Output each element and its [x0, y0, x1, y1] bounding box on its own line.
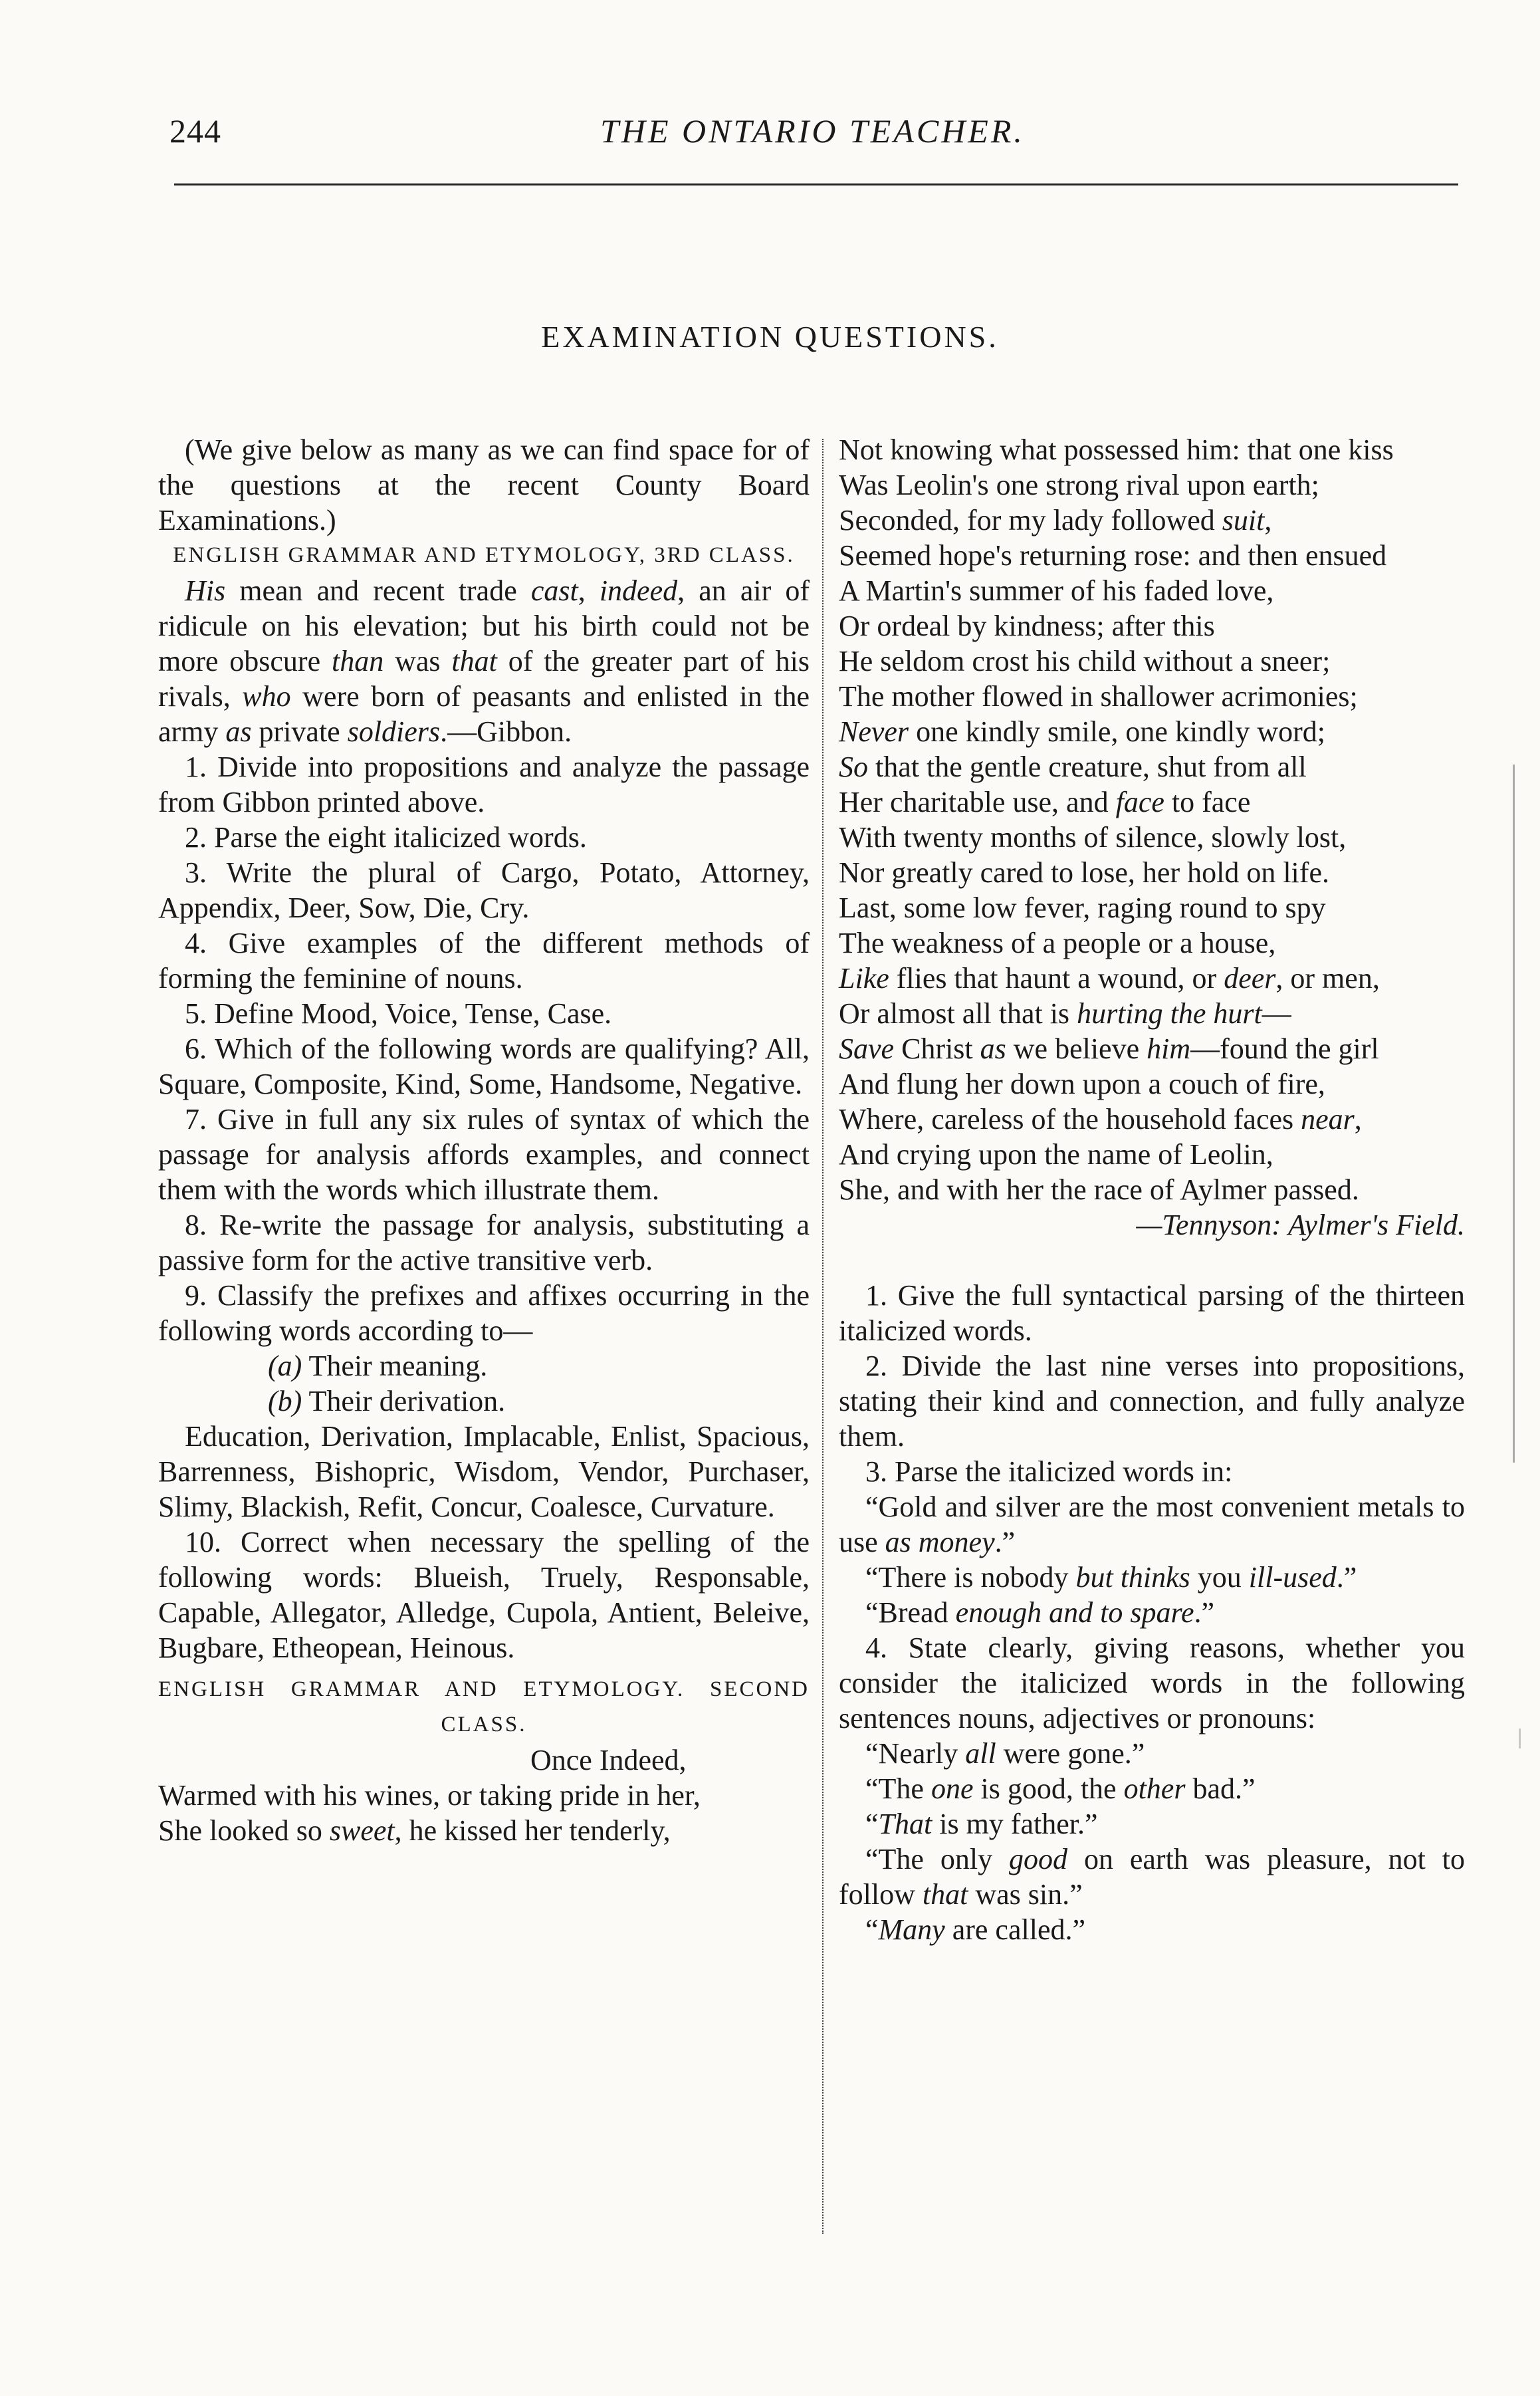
italic-word: that	[451, 645, 497, 677]
quote-text: are called.”	[944, 1913, 1085, 1946]
quote-text: “Bread	[865, 1596, 956, 1629]
poem-text: Or almost all that is	[839, 997, 1077, 1030]
poem-line: Seemed hope's returning rose: and then ensued	[839, 539, 1387, 572]
quote-line	[839, 1912, 1465, 1947]
passage-text: of the greater part of his rivals,	[158, 645, 810, 713]
quote-text: “The	[865, 1772, 931, 1805]
quote-line	[839, 1489, 1465, 1560]
passage-text: .—Gibbon.	[440, 715, 572, 748]
question-3: 3. Parse the italicized words in:	[865, 1455, 1233, 1488]
italic-word: who	[242, 680, 291, 713]
question-5: 5. Define Mood, Voice, Tense, Case.	[185, 997, 612, 1030]
item-text: Their meaning.	[302, 1350, 488, 1382]
quote-text: were gone.”	[996, 1737, 1145, 1770]
spacer	[839, 1243, 1465, 1278]
page-header	[169, 112, 1456, 165]
poem-line: She, and with her the race of Aylmer passed.	[839, 1173, 1359, 1206]
italic-word: other	[1123, 1772, 1186, 1805]
italic-word: So	[839, 751, 868, 783]
item-text: Their derivation.	[302, 1385, 506, 1417]
intro-paragraph: (We give below as many as we can find space for of the questions at the recent County Board Examinations.)	[158, 433, 810, 537]
italic-word: Many	[878, 1913, 945, 1946]
poem-text: to face	[1164, 786, 1251, 818]
passage-text: private	[251, 715, 348, 748]
question-1: 1. Divide into propositions and analyze the passage from Gibbon printed above.	[158, 751, 810, 818]
poem-start: Once Indeed,	[530, 1744, 687, 1776]
italic-word: ill-used	[1248, 1561, 1337, 1594]
poem-text: ,	[1264, 504, 1272, 537]
italic-word: him	[1147, 1032, 1191, 1065]
poem-line: Was Leolin's one strong rival upon earth;	[839, 469, 1319, 501]
running-title: THE ONTARIO TEACHER.	[600, 112, 1025, 150]
quote-text: is good, the	[973, 1772, 1124, 1805]
question-9: 9. Classify the prefixes and affixes occurring in the following words according to—	[158, 1279, 810, 1347]
quote-line	[839, 1560, 1465, 1595]
quote-text: “The only	[865, 1843, 1010, 1875]
italic-word: as	[225, 715, 252, 748]
quote-text: .”	[1336, 1561, 1357, 1594]
italic-word: Like	[839, 962, 889, 995]
passage-text: , an air of ridicule on his elevation; but his birth could not be more obscure	[158, 574, 810, 677]
quote-text: .”	[994, 1526, 1016, 1558]
page-number: 244	[169, 112, 221, 150]
margin-mark	[1513, 765, 1515, 1463]
italic-word: His	[185, 574, 226, 607]
poem-line: And crying upon the name of Leolin,	[839, 1138, 1273, 1171]
poem-line: Warmed with his wines, or taking pride in her,	[158, 1779, 701, 1812]
question-2: 2. Parse the eight italicized words.	[185, 821, 587, 854]
poem-text: Where, careless of the household faces	[839, 1103, 1301, 1136]
poem-text: She looked so	[158, 1814, 330, 1847]
italic-word: suit	[1222, 504, 1265, 537]
poem-line: A Martin's summer of his faded love,	[839, 574, 1274, 607]
left-column	[158, 432, 810, 1848]
poem-line	[839, 714, 1465, 749]
poem-line	[839, 961, 1465, 996]
italic-word: deer	[1224, 962, 1276, 995]
italic-word: but thinks	[1075, 1561, 1190, 1594]
poem-text: —found the girl	[1190, 1032, 1379, 1065]
poem-line	[839, 996, 1465, 1031]
question-3: 3. Write the plural of Cargo, Potato, Attorney, Appendix, Deer, Sow, Die, Cry.	[158, 856, 810, 924]
item-label: (a)	[268, 1350, 302, 1382]
quote-text: was sin.”	[968, 1878, 1083, 1911]
quote-text: is my father.”	[932, 1808, 1098, 1840]
quote-text: you	[1190, 1561, 1249, 1594]
question-9-words: Education, Derivation, Implacable, Enlist, Spacious, Barrenness, Bishopric, Wisdom, Vendor, Purchaser, Slimy, Blackish, Refit, Concur, Coalesce, Curvature.	[158, 1420, 810, 1523]
quote-text: bad.”	[1185, 1772, 1256, 1805]
gibbon-passage	[158, 573, 810, 749]
question-4: 4. Give examples of the different methods of forming the feminine of nouns.	[158, 927, 810, 995]
italic-word: all	[965, 1737, 996, 1770]
quote-line	[839, 1771, 1465, 1806]
quote-text: “Nearly	[865, 1737, 966, 1770]
poem-line: Nor greatly cared to lose, her hold on life.	[839, 856, 1329, 889]
quote-line	[839, 1595, 1465, 1630]
question-9b	[158, 1383, 810, 1419]
poem-line: Not knowing what possessed him: that one kiss	[839, 433, 1394, 466]
quote-text: “There is nobody	[865, 1561, 1076, 1594]
italic-word: that	[922, 1878, 968, 1911]
italic-word: than	[331, 645, 384, 677]
passage-text: was	[384, 645, 452, 677]
poem-text: that the gentle creature, shut from all	[868, 751, 1307, 783]
question-9a	[158, 1348, 810, 1383]
poem-text: Seconded, for my lady followed	[839, 504, 1222, 537]
poem-line: The mother flowed in shallower acrimonies;	[839, 680, 1358, 713]
quote-text: “	[865, 1808, 879, 1840]
poem-line	[839, 784, 1465, 820]
question-8: 8. Re-write the passage for analysis, substituting a passive form for the active transitive verb.	[158, 1209, 810, 1276]
poem-line	[839, 749, 1465, 784]
poem-line: With twenty months of silence, slowly lost,	[839, 821, 1347, 854]
italic-word: as money	[885, 1526, 995, 1558]
heading-third-class: ENGLISH GRAMMAR AND ETYMOLOGY, 3RD CLASS.	[173, 543, 795, 567]
question-4: 4. State clearly, giving reasons, whether you consider the italicized words in the following sentences nouns, adjectives or pronouns:	[839, 1631, 1465, 1735]
quote-line	[839, 1806, 1465, 1842]
question-7: 7. Give in full any six rules of syntax of which the passage for analysis affords examples, and connect them with the words which illustrate them.	[158, 1103, 810, 1206]
header-rule	[174, 183, 1458, 185]
poem-text: flies that haunt a wound, or	[889, 962, 1224, 995]
heading-second-class: ENGLISH GRAMMAR AND ETYMOLOGY. SECOND CLASS.	[158, 1677, 810, 1737]
question-6: 6. Which of the following words are qualifying? All, Square, Composite, Kind, Some, Handsome, Negative.	[158, 1032, 810, 1100]
poem-text: one kindly smile, one kindly word;	[909, 715, 1325, 748]
italic-word: sweet	[329, 1814, 395, 1847]
quote-text: “	[865, 1913, 879, 1946]
quote-line	[839, 1842, 1465, 1912]
quote-text: “Gold and silver are the most convenient metals to use	[839, 1491, 1465, 1558]
quote-text: on earth was pleasure, not to follow	[839, 1843, 1465, 1911]
poem-text: —	[1262, 997, 1291, 1030]
italic-word: face	[1115, 786, 1164, 818]
passage-text: mean and recent trade	[225, 574, 531, 607]
passage-text: were born of peasants and enlisted in the army	[158, 680, 810, 748]
italic-word: Never	[839, 715, 909, 748]
quote-line	[839, 1736, 1465, 1771]
italic-word: as	[980, 1032, 1006, 1065]
poem-text: Her charitable use, and	[839, 786, 1116, 818]
poem-line: He seldom crost his child without a sneer;	[839, 645, 1331, 677]
poem-line	[839, 1102, 1465, 1137]
italic-word: Save	[839, 1032, 895, 1065]
passage-text: ,	[578, 574, 600, 607]
poem-line	[839, 503, 1465, 538]
poem-line	[158, 1813, 810, 1848]
right-column	[839, 432, 1465, 1947]
question-10: 10. Correct when necessary the spelling of the following words: Blueish, Truely, Responsable, Capable, Allegator, Alledge, Cupola, Antient, Beleive, Bugbare, Etheopean, Heinous.	[158, 1526, 810, 1664]
italic-word: hurting the hurt	[1077, 997, 1262, 1030]
italic-word: near	[1301, 1103, 1355, 1136]
poem-text: Christ	[894, 1032, 980, 1065]
poem-text: we believe	[1006, 1032, 1147, 1065]
italic-word: enough and to spare	[955, 1596, 1194, 1629]
italic-word: good	[1009, 1843, 1068, 1875]
poem-text: , he kissed her tenderly,	[394, 1814, 671, 1847]
poem-text: ,	[1354, 1103, 1362, 1136]
poem-line	[839, 1031, 1465, 1066]
italic-word: one	[931, 1772, 974, 1805]
poem-attribution: —Tennyson: Aylmer's Field.	[1136, 1209, 1465, 1241]
quote-text: .”	[1194, 1596, 1215, 1629]
italic-word: soldiers	[347, 715, 441, 748]
italic-word: That	[878, 1808, 933, 1840]
item-label: (b)	[268, 1385, 302, 1417]
italic-word: indeed	[599, 574, 678, 607]
column-divider	[822, 439, 824, 2234]
question-2: 2. Divide the last nine verses into propositions, stating their kind and connection, and fully analyze them.	[839, 1350, 1465, 1453]
poem-line: Or ordeal by kindness; after this	[839, 610, 1215, 642]
poem-text: , or men,	[1275, 962, 1380, 995]
margin-mark	[1519, 1729, 1521, 1748]
poem-line: The weakness of a people or a house,	[839, 927, 1276, 959]
italic-word: cast	[530, 574, 578, 607]
section-title: EXAMINATION QUESTIONS.	[541, 320, 999, 354]
question-1: 1. Give the full syntactical parsing of the thirteen italicized words.	[839, 1279, 1465, 1347]
poem-line: And flung her down upon a couch of fire,	[839, 1068, 1325, 1100]
poem-line: Last, some low fever, raging round to spy	[839, 892, 1326, 924]
